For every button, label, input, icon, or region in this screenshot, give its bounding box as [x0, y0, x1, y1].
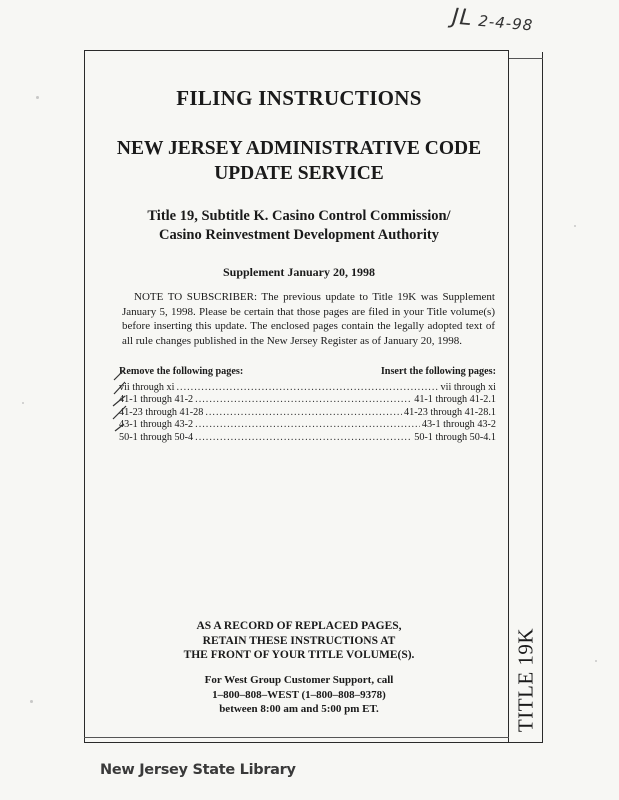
subtitle-line: NEW JERSEY ADMINISTRATIVE CODE [116, 138, 482, 159]
dot-leader [195, 419, 420, 430]
title-tab-top-rule [509, 58, 543, 59]
support-phone: 1–800–808–WEST (1–800–808–9378) [212, 688, 386, 701]
table-row [119, 393, 496, 406]
scan-speck [22, 402, 24, 404]
frame-bottom-rule [84, 737, 509, 738]
handwritten-date: 2-4-98 [477, 11, 535, 35]
note-text: The previous update to Title 19K was Supplement January 5, 1998. Please be certain that those pages are filed in your Title volume(s) before inserting this update. The enclosed pages contain the legally adopted text of all rule changes published in the New Jersey Register as of January 20, 1998. [122, 291, 495, 347]
insert-pages: 41-1 through 41-2.1 [414, 394, 496, 405]
subscriber-note [122, 290, 495, 348]
support-hours: between 8:00 am and 5:00 pm ET. [219, 703, 379, 715]
insert-pages: 43-1 through 43-2 [421, 419, 496, 430]
title-heading-line: Casino Reinvestment Development Authority [159, 227, 439, 243]
scan-speck [595, 660, 597, 662]
insert-pages: 41-23 through 41-28.1 [404, 406, 496, 418]
remove-pages: 41-1 through 41-2 [119, 394, 194, 405]
title-heading [104, 207, 494, 245]
dot-leader [195, 432, 412, 443]
record-notice [104, 619, 494, 663]
support-line: For West Group Customer Support, call [204, 674, 394, 686]
remove-pages: 43-1 through 43-2 [119, 419, 194, 430]
remove-pages: 50-1 through 50-4 [119, 431, 194, 443]
table-row [119, 380, 496, 393]
record-notice-line: RETAIN THESE INSTRUCTIONS AT [202, 634, 396, 647]
scan-speck [574, 225, 576, 227]
title-tab-label: TITLE 19K [513, 627, 538, 733]
dot-leader [205, 407, 402, 418]
record-notice-line: THE FRONT OF YOUR TITLE VOLUME(S). [183, 649, 415, 661]
remove-header: Remove the following pages: [119, 366, 244, 377]
pages-table-header [119, 366, 496, 380]
document-subtitle [104, 136, 494, 186]
subtitle-line: UPDATE SERVICE [214, 163, 384, 184]
title-heading-line: Title 19, Subtitle K. Casino Control Commission/ [147, 208, 451, 224]
support-info [104, 673, 494, 717]
note-prefix: NOTE TO SUBSCRIBER: [134, 291, 258, 303]
table-row [119, 405, 496, 418]
handwritten-initials: JL [451, 4, 474, 32]
insert-pages: vii through xi [440, 381, 496, 393]
scan-speck [36, 96, 39, 99]
record-notice-line: AS A RECORD OF REPLACED PAGES, [196, 620, 402, 632]
scan-speck [30, 700, 33, 703]
table-row [119, 430, 496, 443]
pages-table [119, 366, 496, 443]
insert-pages: 50-1 through 50-4.1 [414, 431, 496, 443]
dot-leader [176, 382, 438, 393]
table-row [119, 418, 496, 431]
supplement-date: Supplement January 20, 1998 [222, 265, 376, 279]
library-stamp: New Jersey State Library [100, 762, 296, 778]
insert-header: Insert the following pages: [380, 366, 496, 377]
document-title: FILING INSTRUCTIONS [176, 86, 422, 110]
remove-pages: vii through xi [119, 381, 175, 393]
dot-leader [195, 394, 412, 405]
remove-pages: 41-23 through 41-28 [119, 406, 204, 418]
handwritten-note [451, 4, 534, 36]
checkmark-strokes-icon [112, 368, 128, 473]
